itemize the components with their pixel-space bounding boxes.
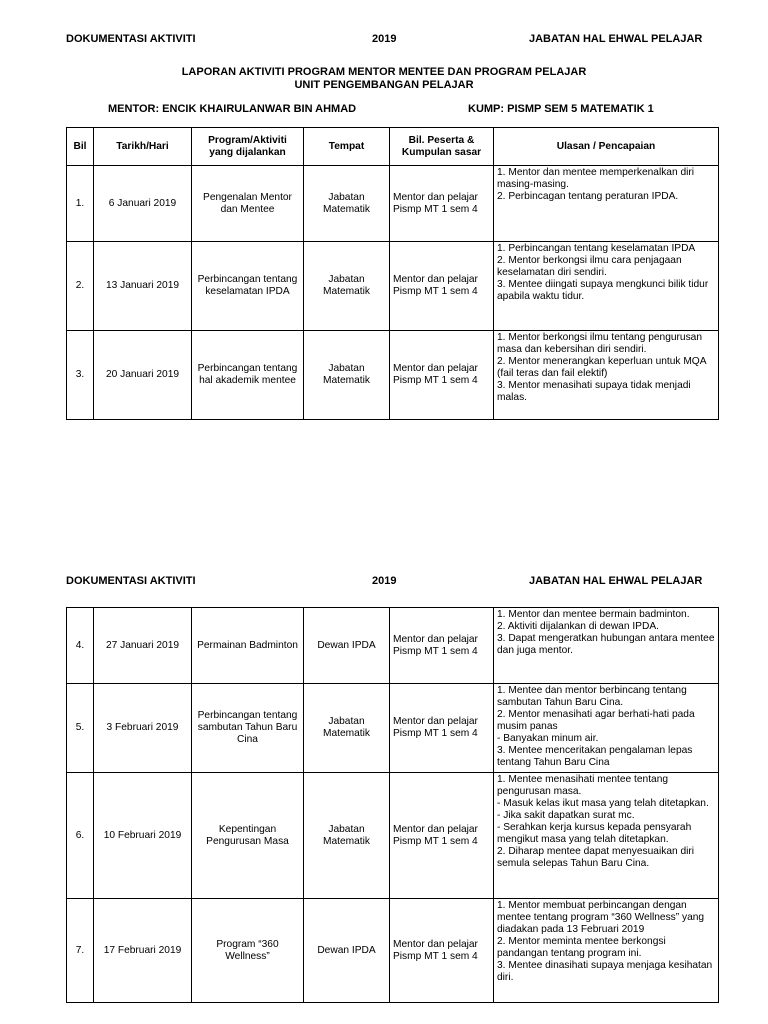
ulasan-line: 3. Mentee menceritakan pengalaman lepas tentang Tahun Baru Cina [497, 745, 693, 768]
doc-header-year: 2019 [372, 575, 397, 587]
row-ulasan [494, 899, 719, 1003]
row-tempat: Dewan IPDA [304, 899, 390, 1003]
row-tarikh: 3 Februari 2019 [94, 684, 192, 773]
ulasan-line: 1. Mentee menasihati mentee tentang pengurusan masa. [497, 774, 669, 797]
row-program: Program “360 Wellness” [192, 899, 304, 1003]
row-bil: 4. [67, 608, 94, 684]
ulasan-line: 1. Mentor membuat perbincangan dengan mentee tentang program “360 Wellness” yang diadakan pada 13 Februari 2019 [497, 900, 705, 935]
ulasan-line: 1. Mentor dan mentee bermain badminton. [497, 609, 690, 620]
report-subtitle: UNIT PENGEMBANGAN PELAJAR [294, 79, 474, 91]
ulasan-line: - Banyakan minum air. [497, 733, 599, 744]
ulasan-line: 2. Mentor berkongsi ilmu cara penjagaan keselamatan diri sendiri. [497, 255, 682, 278]
ulasan-line: 3. Mentee diingati supaya mengkunci bilik tidur apabila waktu tidur. [497, 279, 709, 302]
row-peserta: Mentor dan pelajar Pismp MT 1 sem 4 [390, 331, 494, 420]
row-peserta: Mentor dan pelajar Pismp MT 1 sem 4 [390, 608, 494, 684]
row-tarikh: 17 Februari 2019 [94, 899, 192, 1003]
ulasan-line: - Jika sakit dapatkan surat mc. [497, 810, 635, 821]
ulasan-line: 1. Mentor dan mentee memperkenalkan diri masing-masing. [497, 167, 695, 190]
report-title: LAPORAN AKTIVITI PROGRAM MENTOR MENTEE DAN PROGRAM PELAJAR [181, 66, 587, 78]
row-bil: 5. [67, 684, 94, 773]
ulasan-line: - Masuk kelas ikut masa yang telah ditetapkan. [497, 798, 709, 809]
table-row [67, 166, 719, 242]
row-peserta: Mentor dan pelajar Pismp MT 1 sem 4 [390, 773, 494, 899]
ulasan-line: 2. Mentor meminta mentee berkongsi pandangan tentang program ini. [497, 936, 666, 959]
doc-header-right: JABATAN HAL EHWAL PELAJAR [529, 33, 703, 45]
row-peserta: Mentor dan pelajar Pismp MT 1 sem 4 [390, 899, 494, 1003]
ulasan-line: 2. Aktiviti dijalankan di dewan IPDA. [497, 621, 659, 632]
activity-table-2 [66, 607, 719, 1003]
table-row [67, 773, 719, 899]
row-bil: 2. [67, 242, 94, 331]
row-ulasan [494, 773, 719, 899]
row-peserta: Mentor dan pelajar Pismp MT 1 sem 4 [390, 684, 494, 773]
row-tempat: Jabatan Matematik [304, 166, 390, 242]
ulasan-line: 3. Mentor menasihati supaya tidak menjadi malas. [497, 380, 691, 403]
row-ulasan [494, 684, 719, 773]
ulasan-line: 1. Perbincangan tentang keselamatan IPDA [497, 243, 696, 254]
table-row [67, 608, 719, 684]
col-program: Program/Aktiviti yang dijalankan [192, 128, 304, 166]
table-row [67, 899, 719, 1003]
table-row [67, 684, 719, 773]
row-ulasan [494, 166, 719, 242]
row-bil: 6. [67, 773, 94, 899]
activity-table-1 [66, 127, 719, 420]
row-tempat: Jabatan Matematik [304, 773, 390, 899]
ulasan-line: 2. Mentor menerangkan keperluan untuk MQA (fail teras dan fail elektif) [497, 356, 706, 379]
ulasan-line: 1. Mentee dan mentor berbincang tentang sambutan Tahun Baru Cina. [497, 685, 687, 708]
row-ulasan [494, 331, 719, 420]
doc-header-left: DOKUMENTASI AKTIVITI [66, 33, 196, 45]
row-tarikh: 13 Januari 2019 [94, 242, 192, 331]
row-peserta: Mentor dan pelajar Pismp MT 1 sem 4 [390, 166, 494, 242]
row-ulasan [494, 242, 719, 331]
col-peserta: Bil. Peserta & Kumpulan sasar [390, 128, 494, 166]
table-row [67, 331, 719, 420]
table-header-row [67, 128, 719, 166]
table-row [67, 242, 719, 331]
doc-header-year: 2019 [372, 33, 397, 45]
col-tarikh: Tarikh/Hari [94, 128, 192, 166]
ulasan-line: 1. Mentor berkongsi ilmu tentang pengurusan masa dan kebersihan diri sendiri. [497, 332, 703, 355]
row-tempat: Jabatan Matematik [304, 684, 390, 773]
row-program: Perbincangan tentang keselamatan IPDA [192, 242, 304, 331]
ulasan-line: 2. Perbincagan tentang peraturan IPDA. [497, 191, 679, 202]
row-program: Permainan Badminton [192, 608, 304, 684]
ulasan-line: 2. Diharap mentee dapat menyesuaikan diri semula selepas Tahun Baru Cina. [497, 846, 695, 869]
row-tempat: Dewan IPDA [304, 608, 390, 684]
ulasan-line: 3. Mentee dinasihati supaya menjaga kesihatan diri. [497, 960, 713, 983]
row-program: Kepentingan Pengurusan Masa [192, 773, 304, 899]
col-ulasan: Ulasan / Pencapaian [494, 128, 719, 166]
doc-header-left: DOKUMENTASI AKTIVITI [66, 575, 196, 587]
row-tarikh: 20 Januari 2019 [94, 331, 192, 420]
row-peserta: Mentor dan pelajar Pismp MT 1 sem 4 [390, 242, 494, 331]
ulasan-line: - Serahkan kerja kursus kepada pensyarah mengikut masa yang telah ditetapkan. [497, 822, 692, 845]
ulasan-line: 3. Dapat mengeratkan hubungan antara mentee dan juga mentor. [497, 633, 715, 656]
row-ulasan [494, 608, 719, 684]
row-tarikh: 6 Januari 2019 [94, 166, 192, 242]
row-tempat: Jabatan Matematik [304, 331, 390, 420]
kumpulan: KUMP: PISMP SEM 5 MATEMATIK 1 [468, 103, 654, 115]
row-program: Pengenalan Mentor dan Mentee [192, 166, 304, 242]
row-bil: 3. [67, 331, 94, 420]
row-program: Perbincangan tentang sambutan Tahun Baru Cina [192, 684, 304, 773]
col-bil: Bil [67, 128, 94, 166]
row-program: Perbincangan tentang hal akademik mentee [192, 331, 304, 420]
mentor-name: MENTOR: ENCIK KHAIRULANWAR BIN AHMAD [108, 103, 357, 115]
row-tempat: Jabatan Matematik [304, 242, 390, 331]
row-tarikh: 10 Februari 2019 [94, 773, 192, 899]
row-bil: 7. [67, 899, 94, 1003]
col-tempat: Tempat [304, 128, 390, 166]
ulasan-line: 2. Mentor menasihati agar berhati-hati pada musim panas [497, 709, 695, 732]
row-bil: 1. [67, 166, 94, 242]
row-tarikh: 27 Januari 2019 [94, 608, 192, 684]
doc-header-right: JABATAN HAL EHWAL PELAJAR [529, 575, 703, 587]
